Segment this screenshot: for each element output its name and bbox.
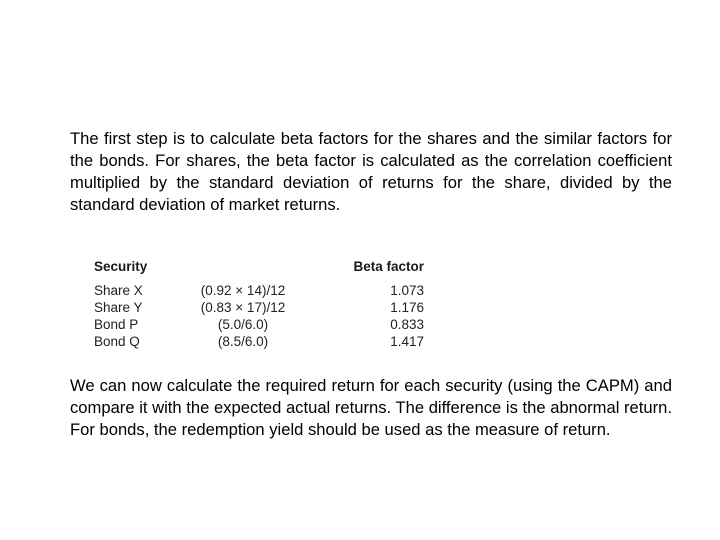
cell-security: Share X	[94, 283, 143, 298]
cell-beta: 1.176	[390, 300, 424, 315]
header-beta-factor: Beta factor	[353, 259, 424, 274]
table-row	[88, 299, 434, 316]
cell-beta: 1.073	[390, 283, 424, 298]
cell-calculation: (8.5/6.0)	[217, 334, 269, 349]
table-row	[88, 333, 434, 350]
cell-calculation: (0.83 × 17)/12	[200, 300, 286, 315]
cell-security: Bond P	[94, 317, 139, 332]
capm-paragraph: We can now calculate the required return for each security (using the CAPM) and compare it with the expected actual returns. The difference is the abnormal return. For bonds, the redemption yield should be used as the measure of return.	[70, 376, 672, 439]
beta-factor-table	[88, 256, 434, 350]
cell-beta: 0.833	[390, 317, 424, 332]
cell-security: Share Y	[94, 300, 143, 315]
cell-beta: 1.417	[390, 334, 424, 349]
table-header-row	[88, 256, 434, 282]
intro-paragraph: The first step is to calculate beta factors for the shares and the similar factors for the bonds. For shares, the beta factor is calculated as the correlation coefficient multiplied by the standard deviation of returns for the share, divided by the standard deviation of market returns.	[70, 129, 672, 214]
cell-security: Bond Q	[94, 334, 140, 349]
header-security: Security	[94, 259, 148, 274]
cell-calculation: (0.92 × 14)/12	[200, 283, 286, 298]
table-row	[88, 282, 434, 299]
cell-calculation: (5.0/6.0)	[217, 317, 269, 332]
table-row	[88, 316, 434, 333]
